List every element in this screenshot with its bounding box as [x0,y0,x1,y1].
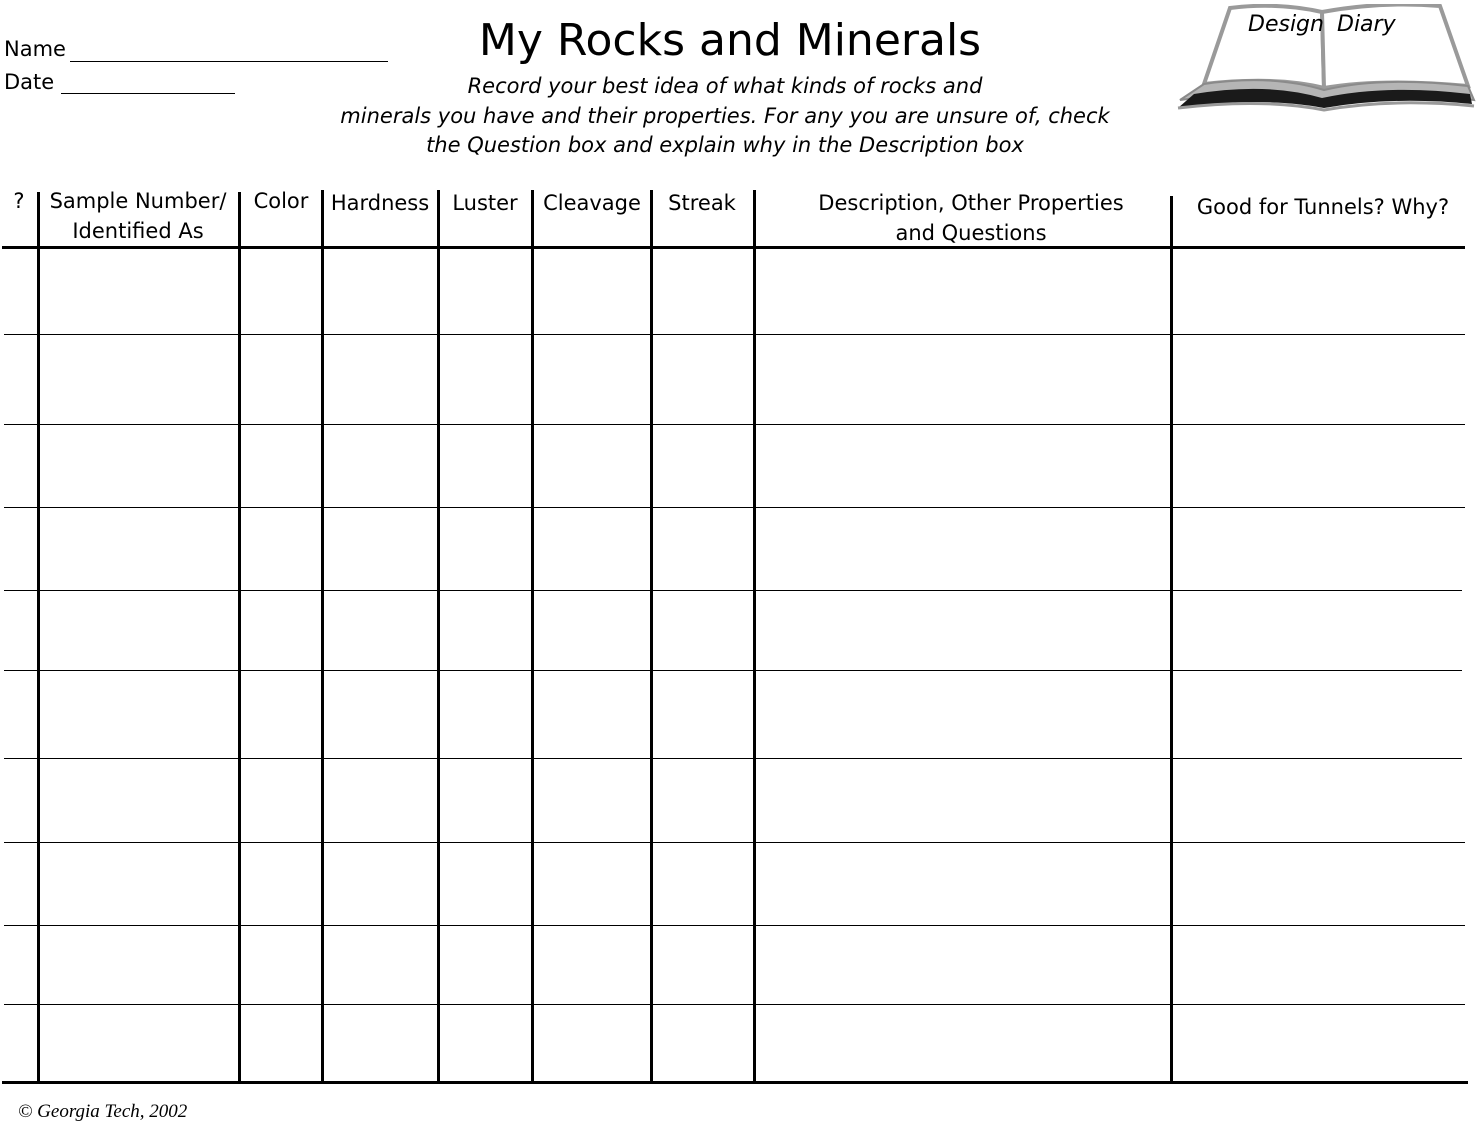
name-label: Name [4,37,66,61]
date-label: Date [4,70,55,94]
row-rule [4,758,1462,759]
instructions-line: minerals you have and their properties. For any you are unsure of, check [340,103,1110,128]
open-book-icon [1172,4,1478,112]
design-diary-logo [1172,4,1478,112]
table-bottom-rule [2,1081,1468,1084]
column-header: Color [253,189,309,213]
row-rule [4,334,1465,335]
column-rule [753,190,756,1082]
column-header: Good for Tunnels? Why? [1196,195,1450,219]
column-header: Streak [668,191,736,215]
column-rule [650,190,653,1082]
column-rule [321,190,324,1082]
instructions-line: the Question box and explain why in the Description box [426,133,1024,157]
date-field[interactable] [61,93,235,94]
column-header: Cleavage [543,191,641,215]
column-header: Hardness [330,191,430,215]
column-header: Luster [452,191,518,215]
name-field[interactable] [70,61,388,62]
column-header: Sample Number/ Identified As [49,189,227,243]
column-rule [531,190,534,1082]
row-rule [4,842,1465,843]
row-rule [4,590,1462,591]
column-rule [37,192,40,1082]
column-header: Description, Other Properties and Questions [818,191,1124,245]
instructions [300,72,1150,161]
row-rule [4,1004,1465,1005]
logo-text-design: Design [1248,12,1324,37]
row-rule [4,507,1465,508]
row-rule [4,925,1465,926]
row-rule [4,670,1462,671]
row-rule [4,424,1465,425]
logo-text-diary: Diary [1337,12,1396,37]
column-rule [437,190,440,1082]
column-rule [238,192,241,1082]
copyright-footer: © Georgia Tech, 2002 [18,1101,188,1122]
column-header: ? [13,189,25,213]
column-rule [1170,196,1173,1082]
page-title: My Rocks and Minerals [478,15,982,66]
header-rule [2,246,1465,249]
instructions-line: Record your best idea of what kinds of rocks and [467,74,983,98]
